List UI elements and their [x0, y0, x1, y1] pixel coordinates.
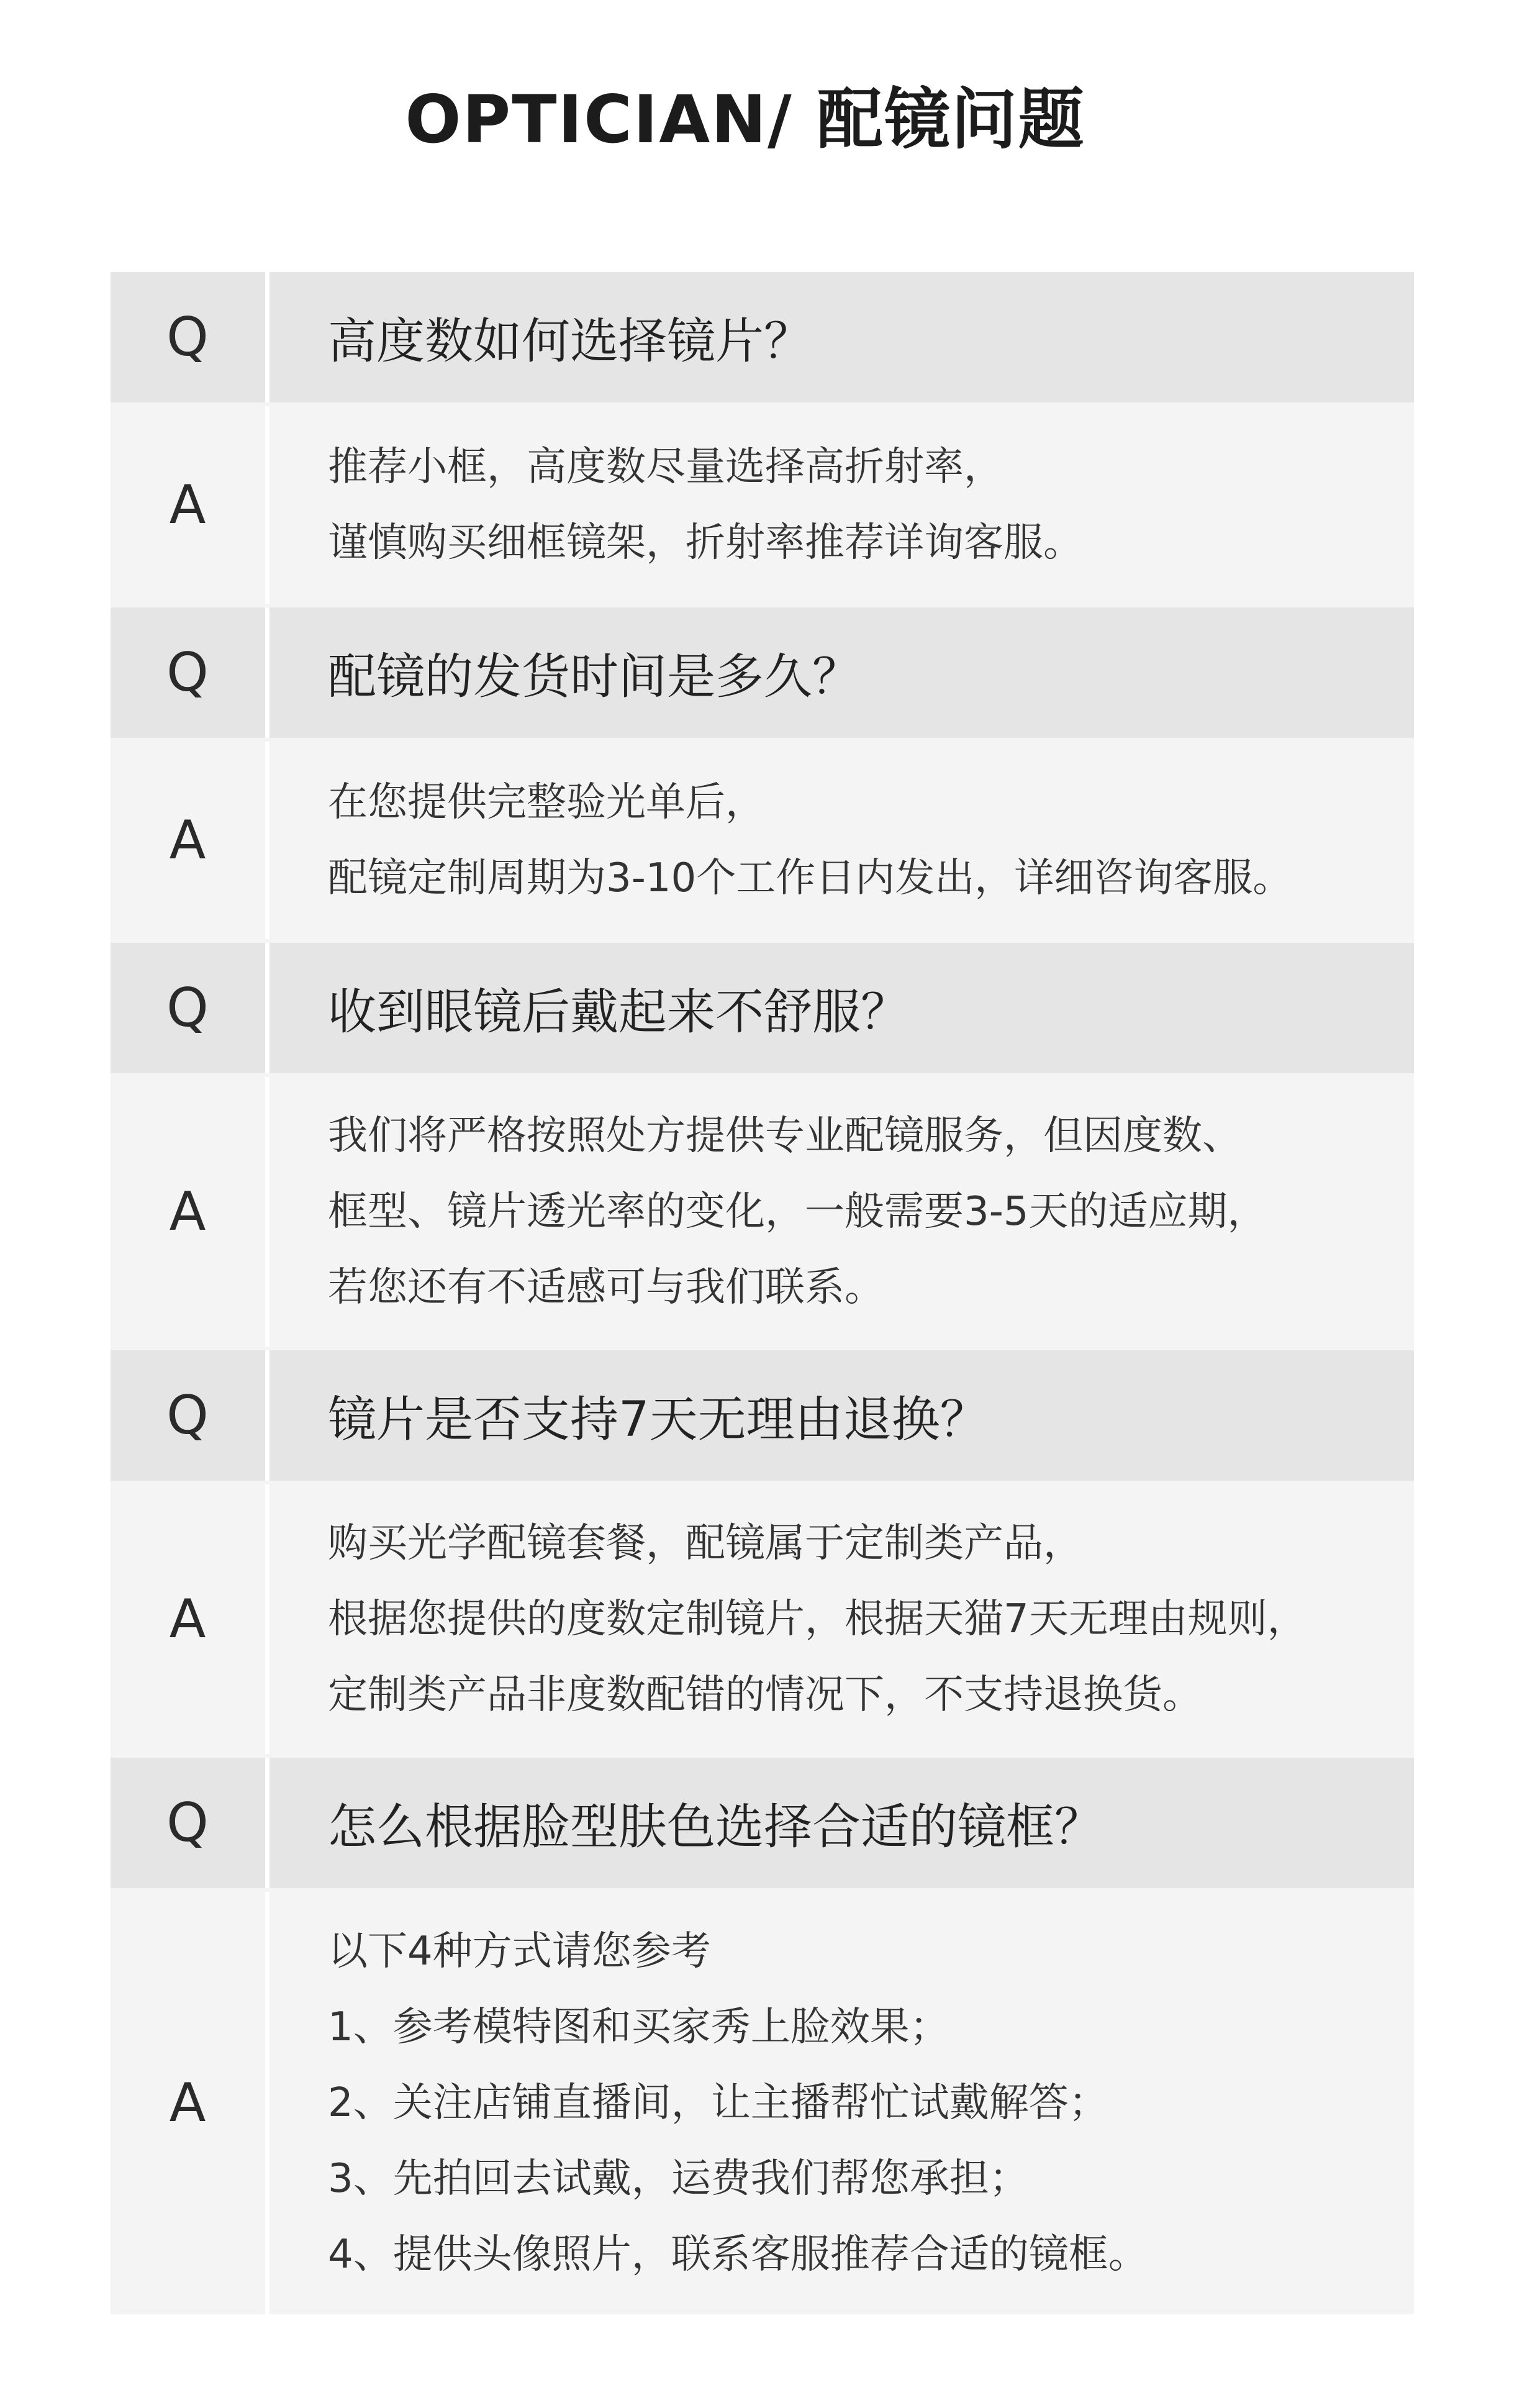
column-divider — [265, 1077, 270, 1347]
answer-line: 若您还有不适感可与我们联系。 — [328, 1265, 884, 1311]
question-text: 怎么根据脸型肤色选择合适的镜框？ — [328, 1799, 1103, 1855]
answer-line: 定制类产品非度数配错的情况下，不支持退换货。 — [328, 1672, 1202, 1718]
column-divider — [265, 742, 270, 939]
answer-marker: A — [169, 1588, 206, 1650]
answer-line: 1、参考模特图和买家秀上脸效果； — [328, 2004, 949, 2050]
answer-line: 4、提供头像照片，联系客服推荐合适的镜框。 — [328, 2232, 1148, 2278]
answer-line: 以下4种方式请您参考 — [328, 1928, 711, 1974]
question-text: 镜片是否支持7天无理由退换？ — [328, 1392, 989, 1448]
faq-question-row — [111, 272, 1414, 402]
answer-text — [328, 1077, 1402, 1347]
answer-line: 购买光学配镜套餐，配镜属于定制类产品， — [328, 1520, 1083, 1566]
answer-line: 根据您提供的度数定制镜片，根据天猫7天无理由规则， — [328, 1596, 1307, 1642]
answer-text — [328, 1892, 1402, 2314]
answer-marker: A — [169, 809, 206, 871]
answer-marker: A — [169, 1181, 206, 1243]
question-text: 高度数如何选择镜片？ — [328, 314, 813, 370]
column-divider — [265, 1758, 270, 1888]
question-text: 收到眼镜后戴起来不舒服？ — [328, 984, 910, 1040]
column-divider — [265, 272, 270, 402]
faq-question-row — [111, 1350, 1414, 1481]
column-divider — [265, 406, 270, 604]
answer-line: 配镜定制周期为3-10个工作日内发出，详细咨询客服。 — [328, 855, 1293, 901]
faq-question-row — [111, 607, 1414, 738]
answer-marker: A — [169, 2072, 206, 2134]
column-divider — [265, 1484, 270, 1754]
question-marker: Q — [166, 306, 209, 368]
question-marker: Q — [166, 1384, 209, 1447]
faq-question-row — [111, 1758, 1414, 1888]
answer-line: 推荐小框，高度数尽量选择高折射率， — [328, 444, 1003, 490]
faq-answer-row — [111, 742, 1414, 939]
faq-answer-row — [111, 406, 1414, 604]
answer-text — [328, 742, 1402, 939]
faq-answer-row — [111, 1892, 1414, 2314]
page-title: OPTICIAN/ 配镜问题 — [405, 81, 1085, 158]
answer-text — [328, 1484, 1402, 1754]
column-divider — [265, 1892, 270, 2314]
question-marker: Q — [166, 977, 209, 1039]
answer-line: 2、关注店铺直播间，让主播帮忙试戴解答； — [328, 2080, 1108, 2126]
faq-answer-row — [111, 1484, 1414, 1754]
column-divider — [265, 607, 270, 738]
answer-text — [328, 406, 1402, 604]
faq-answer-row — [111, 1077, 1414, 1347]
question-marker: Q — [166, 1792, 209, 1854]
answer-line: 在您提供完整验光单后， — [328, 779, 765, 825]
answer-marker: A — [169, 474, 206, 536]
answer-line: 谨慎购买细框镜架，折射率推荐详询客服。 — [328, 520, 1083, 566]
column-divider — [265, 1350, 270, 1481]
column-divider — [265, 943, 270, 1073]
question-text: 配镜的发货时间是多久？ — [328, 649, 861, 705]
question-marker: Q — [166, 642, 209, 704]
answer-line: 框型、镜片透光率的变化，一般需要3-5天的适应期， — [328, 1189, 1267, 1235]
faq-table — [111, 272, 1414, 2314]
answer-line: 3、先拍回去试戴，运费我们帮您承担； — [328, 2156, 1029, 2202]
faq-question-row — [111, 943, 1414, 1073]
answer-line: 我们将严格按照处方提供专业配镜服务，但因度数、 — [328, 1113, 1242, 1159]
